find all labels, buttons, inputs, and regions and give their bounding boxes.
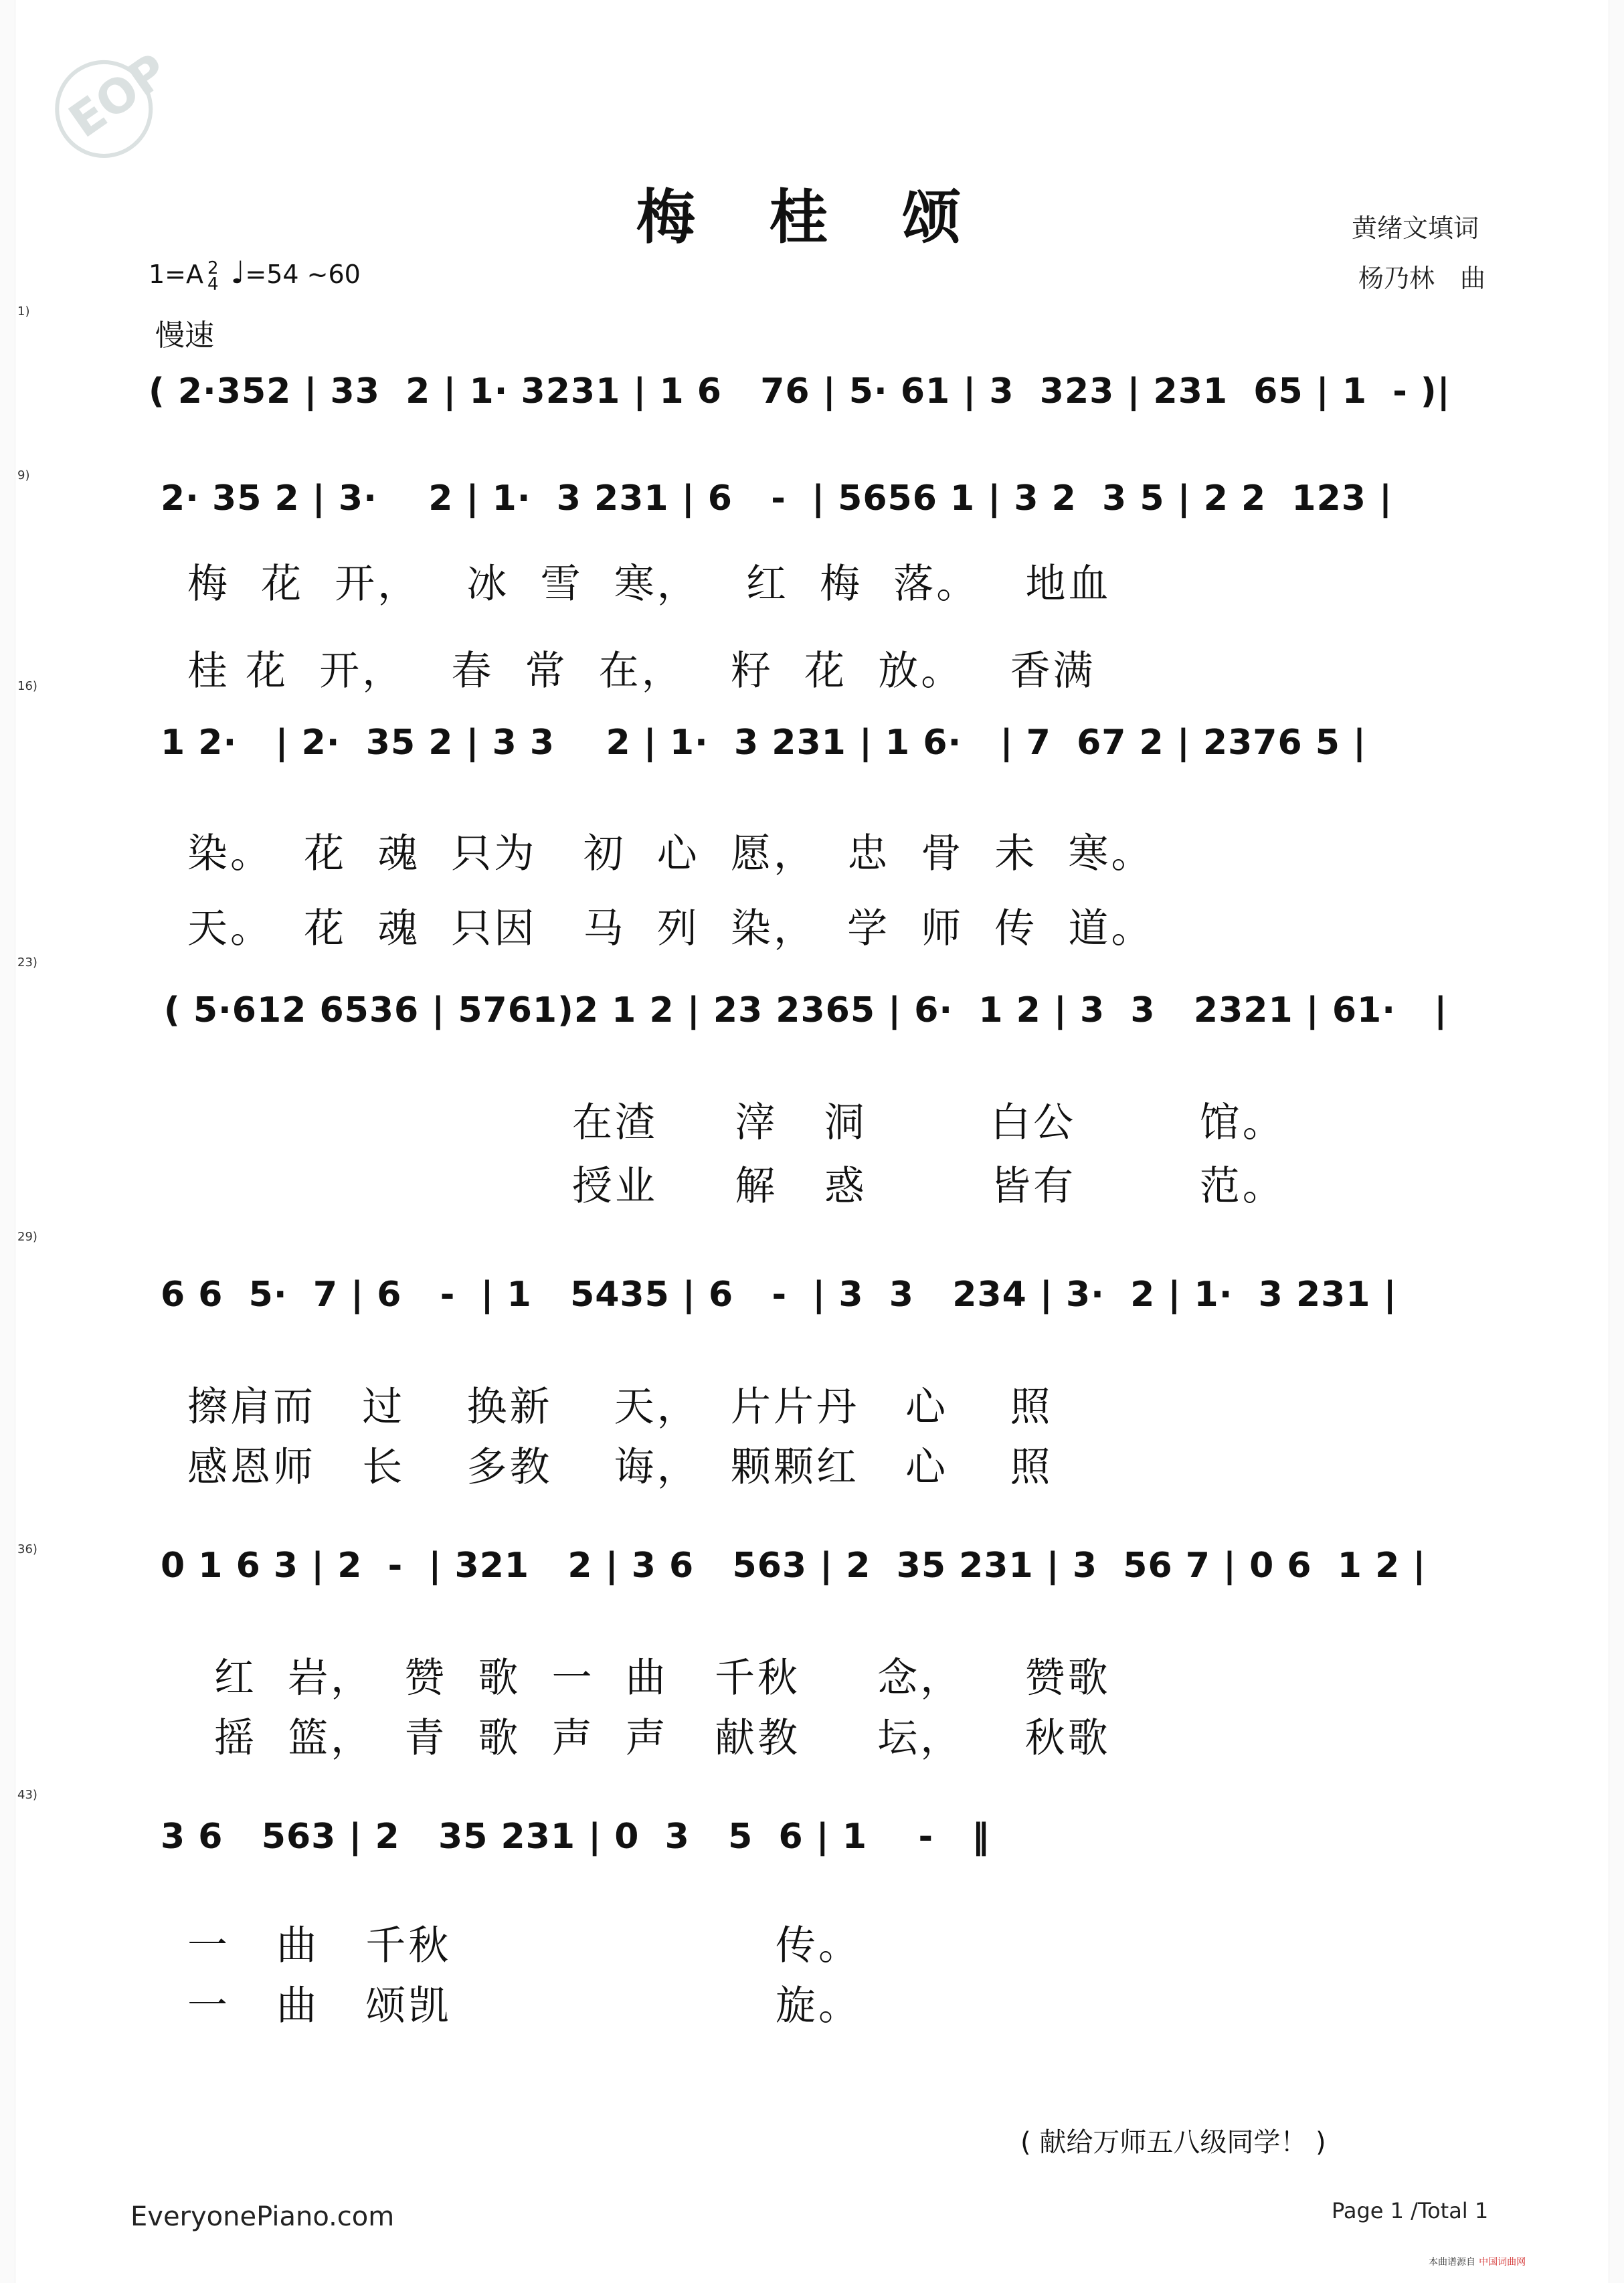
lyric-line: 感恩师 长 多教 诲， 颗颗红 心 照 — [187, 1444, 1053, 1491]
notation-system-2: 2· 35 2 | 3· 2 | 1· 3 231 | 6 - | 5656 1 | 3 2 3 5 | 2 2 123 | — [161, 478, 1393, 519]
measure-number: 1) — [17, 304, 30, 318]
lyric-line: 擦肩而 过 换新 天， 片片丹 心 照 — [187, 1384, 1053, 1431]
notation-system-7: 3 6 563 | 2 35 231 | 0 3 5 6 | 1 - ‖ — [161, 1817, 990, 1857]
lyric-line: 授业 解 惑 皆有 范。 — [572, 1163, 1285, 1210]
source-label: 本曲谱源自 — [1429, 2257, 1475, 2268]
composer-credit: 杨乃林 曲 — [1358, 264, 1486, 293]
key-signature — [149, 254, 361, 292]
watermark-text: EOP — [59, 42, 178, 149]
page-title: 梅 桂 颂 — [636, 182, 988, 252]
time-top: 2 — [207, 258, 219, 278]
measure-number: 16) — [17, 679, 37, 693]
lyric-line: 在渣 滓 洞 白公 馆。 — [572, 1099, 1285, 1146]
key-prefix: 1=A — [149, 260, 204, 289]
lyric-line: 红 岩， 赞 歌 一 曲 千秋 念， 赞歌 — [214, 1655, 1111, 1702]
bpm-value: =54 ~60 — [245, 260, 361, 289]
notation-system-6: 0 1 6 3 | 2 - | 321 2 | 3 6 563 | 2 35 231 | 3 56 7 | 0 6 1 2 | — [161, 1546, 1427, 1586]
tempo-marking: 慢速 — [155, 318, 214, 353]
lyric-line: 桂 花 开， 春 常 在， 籽 花 放。 香满 — [187, 648, 1096, 695]
page-counter: Page 1 /Total 1 — [1332, 2198, 1489, 2223]
lyric-line: 摇 篮， 青 歌 声 声 献教 坛， 秋歌 — [214, 1715, 1111, 1762]
time-bottom: 4 — [207, 274, 219, 294]
lyricist-credit: 黄绪文填词 — [1352, 213, 1479, 243]
lyric-line: 一 曲 千秋 传。 — [187, 1922, 861, 1969]
measure-number: 9) — [17, 468, 30, 482]
measure-number: 36) — [17, 1542, 37, 1556]
source-site: 中国词曲网 — [1479, 2257, 1526, 2268]
site-footer: EveryonePiano.com — [130, 2201, 395, 2232]
quarter-note-icon: ♩ — [230, 254, 246, 290]
lyric-line: 一 曲 颂凯 旋。 — [187, 1983, 861, 2029]
measure-number: 23) — [17, 955, 37, 970]
notation-system-3: 1 2· | 2· 35 2 | 3 3 2 | 1· 3 231 | 1 6· | 7 67 2 | 2376 5 | — [161, 723, 1367, 763]
eop-logo-watermark — [25, 20, 226, 167]
notation-system-5: 6 6 5· 7 | 6 - | 1 5435 | 6 - | 3 3 234 | 3· 2 | 1· 3 231 | — [161, 1275, 1397, 1315]
lyric-line: 梅 花 开， 冰 雪 寒， 红 梅 落。 地血 — [187, 561, 1111, 608]
measure-number: 43) — [17, 1788, 37, 1802]
right-margin-strip — [1609, 0, 1624, 2283]
notation-system-1: ( 2·352 | 33 2 | 1· 3231 | 1 6 76 | 5· 61 | 3 323 | 231 65 | 1 - )| — [149, 371, 1451, 412]
source-footer — [1429, 2255, 1526, 2268]
notation-system-4: ( 5·612 6536 | 5761)2 1 2 | 23 2365 | 6· 1 2 | 3 3 2321 | 61· | — [164, 990, 1448, 1030]
lyric-line: 天。 花 魂 只因 马 列 染， 学 师 传 道。 — [187, 905, 1154, 952]
dedication-text: ( 献给万师五八级同学！ ) — [1020, 2127, 1326, 2158]
left-margin-strip — [0, 0, 15, 2283]
measure-number: 29) — [17, 1230, 37, 1244]
lyric-line: 染。 花 魂 只为 初 心 愿， 忠 骨 未 寒。 — [187, 830, 1154, 877]
